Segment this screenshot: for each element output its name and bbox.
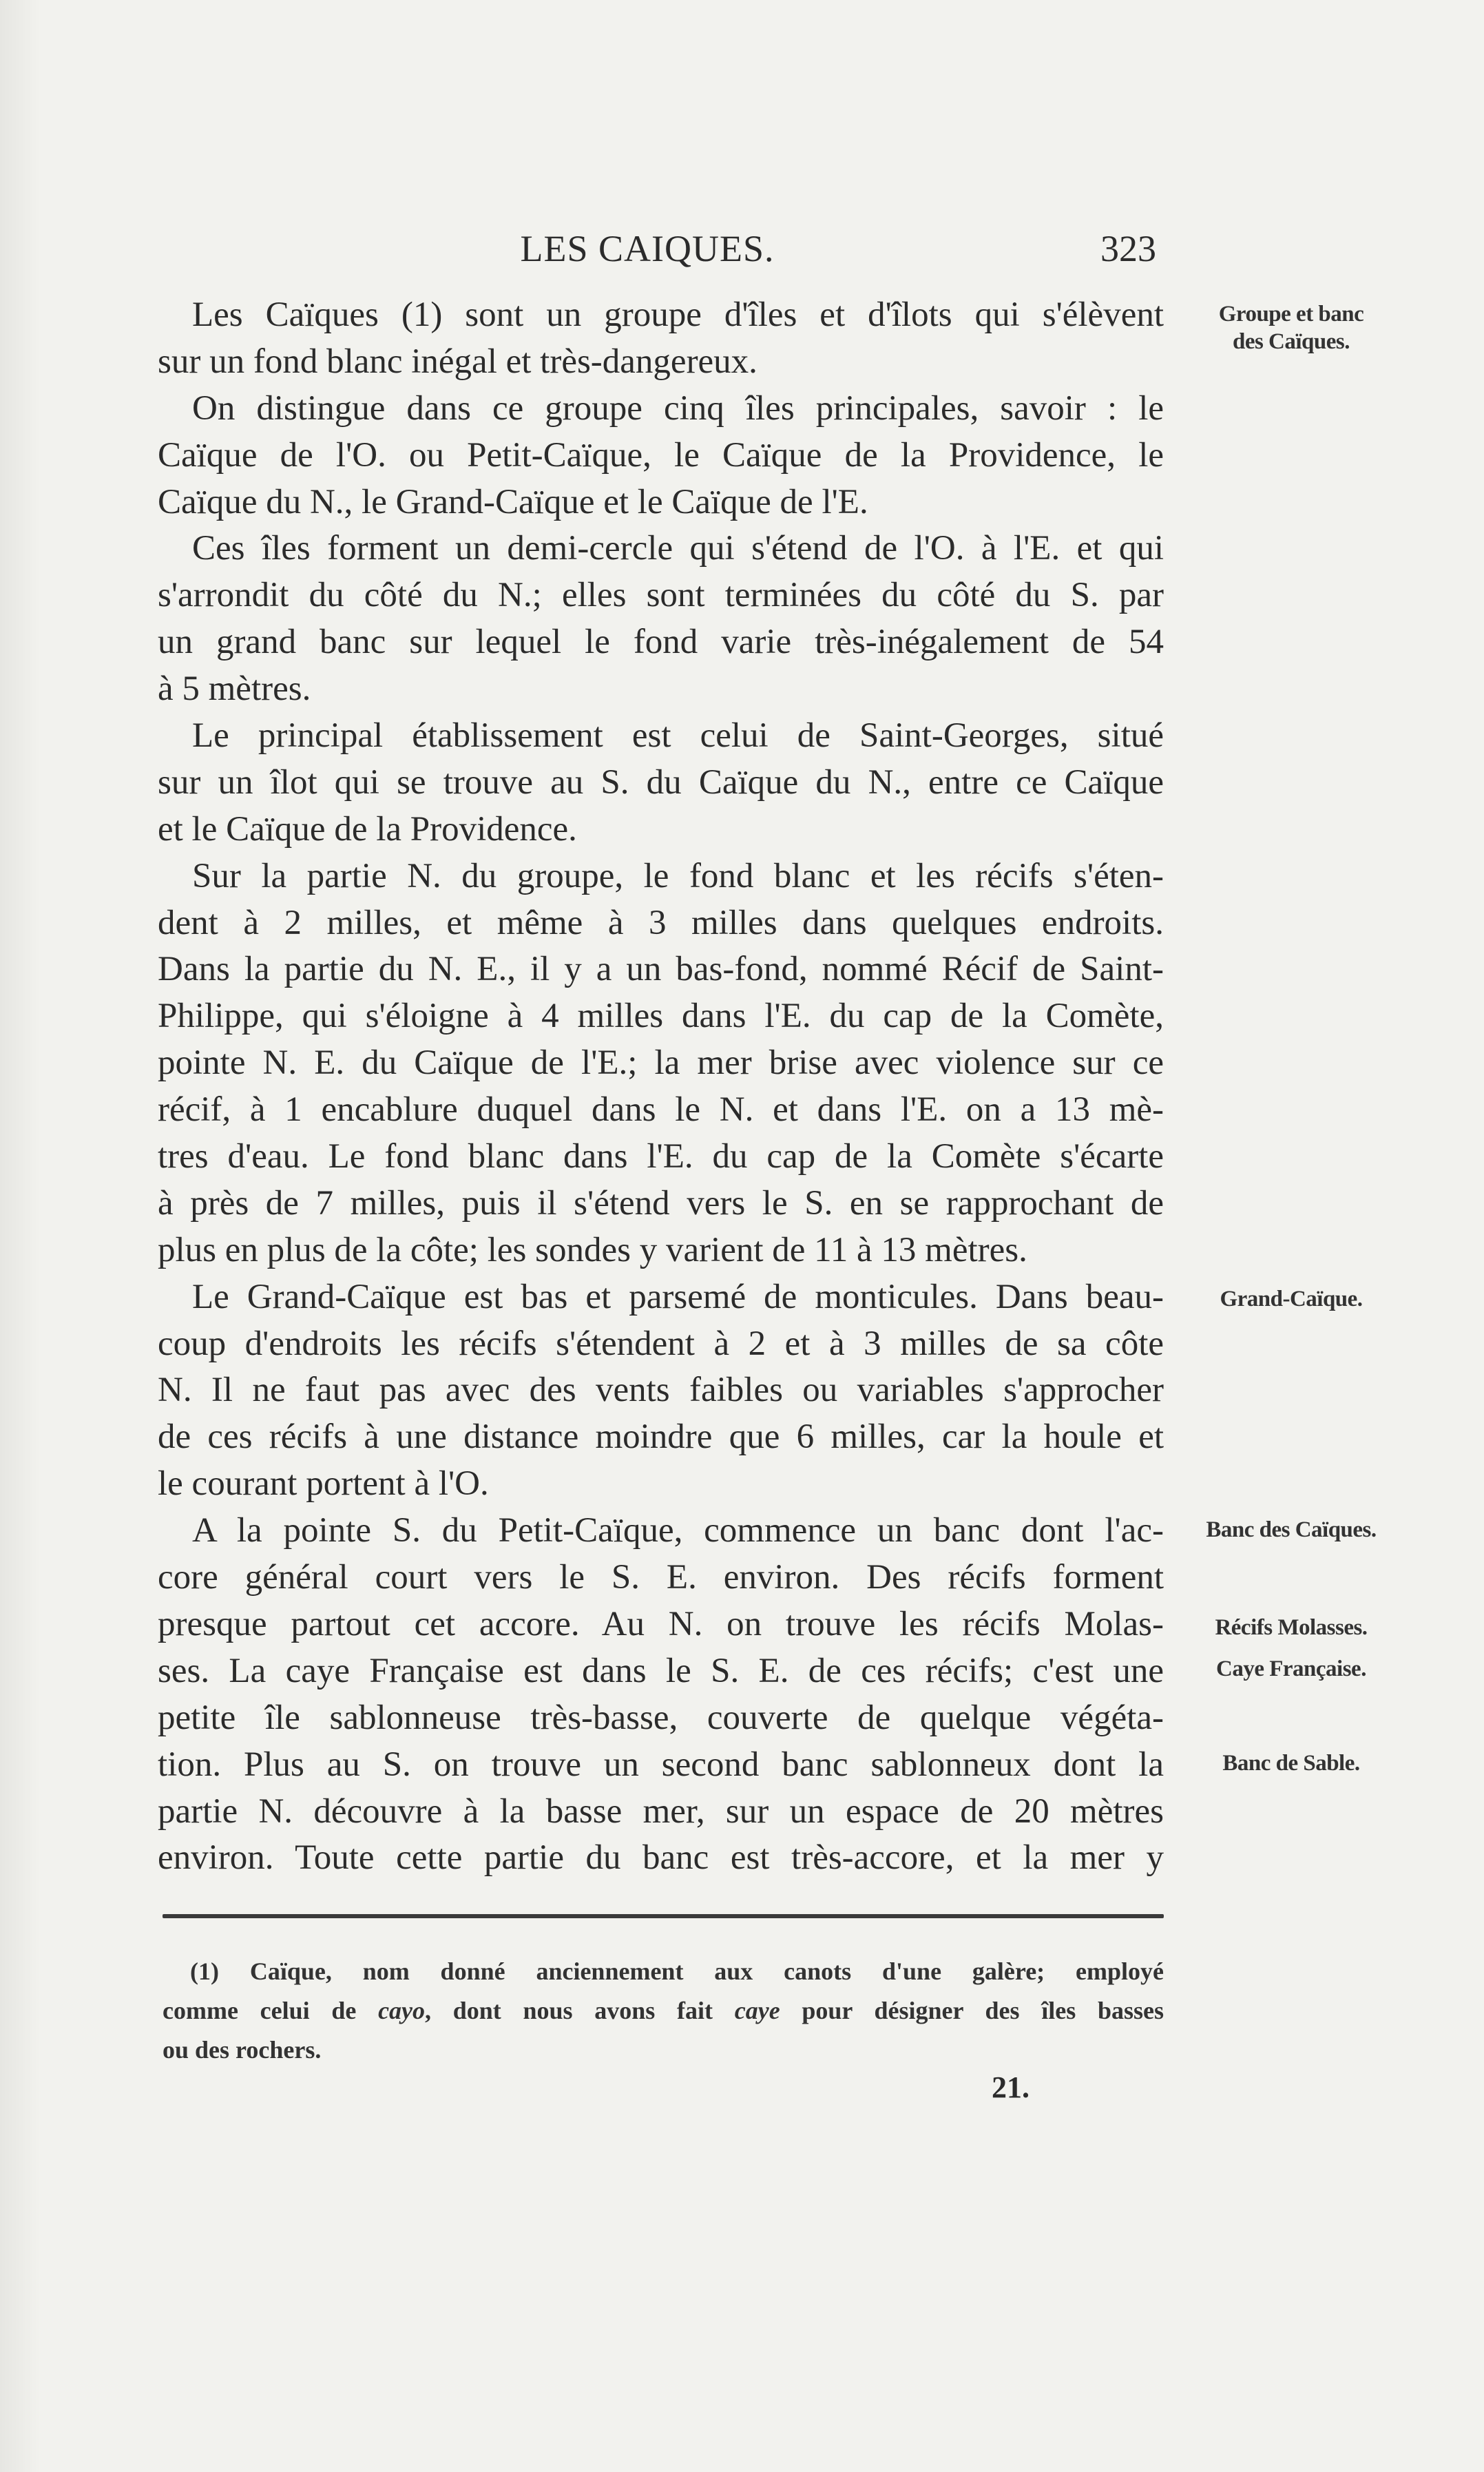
text-line: Caïque de l'O. ou Petit-Caïque, le Caïque de la Providence, le bbox=[158, 435, 1164, 475]
footnote-italic-term: cayo bbox=[378, 1997, 426, 2024]
text-line: environ. Toute cette partie du banc est très-accore, et la mer y bbox=[158, 1838, 1164, 1878]
text-line: presque partout cet accore. Au N. on trouve les récifs Molas- bbox=[158, 1604, 1164, 1643]
text-line: Le principal établissement est celui de Saint-Georges, situé bbox=[192, 716, 1164, 756]
footnote-text: comme celui de bbox=[163, 1997, 379, 2024]
margin-note-banc-des-caiques: Banc des Caïques. bbox=[1206, 1517, 1377, 1542]
body-text bbox=[158, 292, 1164, 1882]
footnote-line: ou des rochers. bbox=[163, 2036, 322, 2064]
text-line: de ces récifs à une distance moindre que 6 milles, car la houle et bbox=[158, 1417, 1164, 1457]
text-line: coup d'endroits les récifs s'étendent à 2 et à 3 milles de sa côte bbox=[158, 1324, 1164, 1363]
text-line: pointe N. E. du Caïque de l'E.; la mer brise avec violence sur ce bbox=[158, 1043, 1164, 1083]
text-line: sur un fond blanc inégal et très-dangereux. bbox=[158, 342, 757, 381]
text-line: Dans la partie du N. E., il y a un bas-fond, nommé Récif de Saint- bbox=[158, 950, 1164, 989]
margin-note-recifs-molasses: Récifs Molasses. bbox=[1215, 1615, 1368, 1640]
text-line: A la pointe S. du Petit-Caïque, commence un banc dont l'ac- bbox=[192, 1511, 1164, 1550]
text-line: core général court vers le S. E. environ. Des récifs forment bbox=[158, 1558, 1164, 1597]
margin-note-banc-de-sable: Banc de Sable. bbox=[1222, 1751, 1360, 1776]
page-number: 323 bbox=[1100, 228, 1156, 269]
page-gutter-shadow bbox=[0, 0, 41, 2472]
margin-note-groupe-et-banc bbox=[1198, 300, 1384, 355]
margin-note-grand-caique: Grand-Caïque. bbox=[1220, 1287, 1363, 1311]
margin-note-line: des Caïques. bbox=[1232, 329, 1350, 354]
text-line: Sur la partie N. du groupe, le fond blanc et les récifs s'éten- bbox=[192, 856, 1164, 895]
text-line: partie N. découvre à la basse mer, sur un espace de 20 mètres bbox=[158, 1791, 1164, 1831]
text-line: N. Il ne faut pas avec des vents faibles ou variables s'approcher bbox=[158, 1371, 1164, 1410]
footnote-rule bbox=[163, 1914, 1164, 1918]
text-line: tres d'eau. Le fond blanc dans l'E. du cap de la Comète s'écarte bbox=[158, 1137, 1164, 1176]
text-line: à 5 mètres. bbox=[158, 669, 311, 709]
footnote-text: , dont nous avons fait bbox=[425, 1997, 735, 2024]
text-line: Caïque du N., le Grand-Caïque et le Caïque de l'E. bbox=[158, 482, 868, 521]
text-line: Philippe, qui s'éloigne à 4 milles dans l'E. du cap de la Comète, bbox=[158, 997, 1164, 1036]
text-line: ses. La caye Française est dans le S. E. de ces récifs; c'est une bbox=[158, 1651, 1164, 1690]
footnote-italic-term: caye bbox=[734, 1997, 780, 2024]
text-line: le courant portent à l'O. bbox=[158, 1464, 489, 1504]
footnote bbox=[163, 1952, 1164, 2070]
text-line: s'arrondit du côté du N.; elles sont terminées du côté du S. par bbox=[158, 576, 1164, 615]
text-line: On distingue dans ce groupe cinq îles principales, savoir : le bbox=[192, 388, 1164, 428]
footnote-line: (1) Caïque, nom donné anciennement aux canots d'une galère; employé bbox=[190, 1957, 1164, 1985]
text-line: et le Caïque de la Providence. bbox=[158, 809, 577, 849]
text-line: petite île sablonneuse très-basse, couverte de quelque végéta- bbox=[158, 1698, 1164, 1737]
text-line: Les Caïques (1) sont un groupe d'îles et d'îlots qui s'élèvent bbox=[192, 295, 1164, 334]
running-title: LES CAIQUES. bbox=[520, 228, 775, 269]
text-line: un grand banc sur lequel le fond varie très-inégalement de 54 bbox=[158, 623, 1164, 662]
text-line: dent à 2 milles, et même à 3 milles dans quelques endroits. bbox=[158, 903, 1164, 942]
text-line: récif, à 1 encablure duquel dans le N. et dans l'E. on a 13 mè- bbox=[158, 1090, 1164, 1130]
text-line: Le Grand-Caïque est bas et parsemé de monticules. Dans beau- bbox=[192, 1277, 1164, 1316]
text-line: à près de 7 milles, puis il s'étend vers le S. en se rapprochant de bbox=[158, 1183, 1164, 1223]
text-line: tion. Plus au S. on trouve un second banc sablonneux dont la bbox=[158, 1745, 1164, 1784]
margin-note-caye-francaise: Caye Française. bbox=[1216, 1656, 1366, 1681]
text-line: Ces îles forment un demi-cercle qui s'étend de l'O. à l'E. et qui bbox=[192, 529, 1164, 568]
text-line: plus en plus de la côte; les sondes y varient de 11 à 13 mètres. bbox=[158, 1230, 1027, 1269]
text-line: sur un îlot qui se trouve au S. du Caïque du N., entre ce Caïque bbox=[158, 762, 1164, 802]
footnote-text: pour désigner des îles basses bbox=[780, 1997, 1164, 2024]
margin-note-line: Groupe et banc bbox=[1218, 302, 1364, 326]
signature-mark: 21. bbox=[992, 2070, 1030, 2104]
footnote-line bbox=[163, 1991, 1164, 2030]
